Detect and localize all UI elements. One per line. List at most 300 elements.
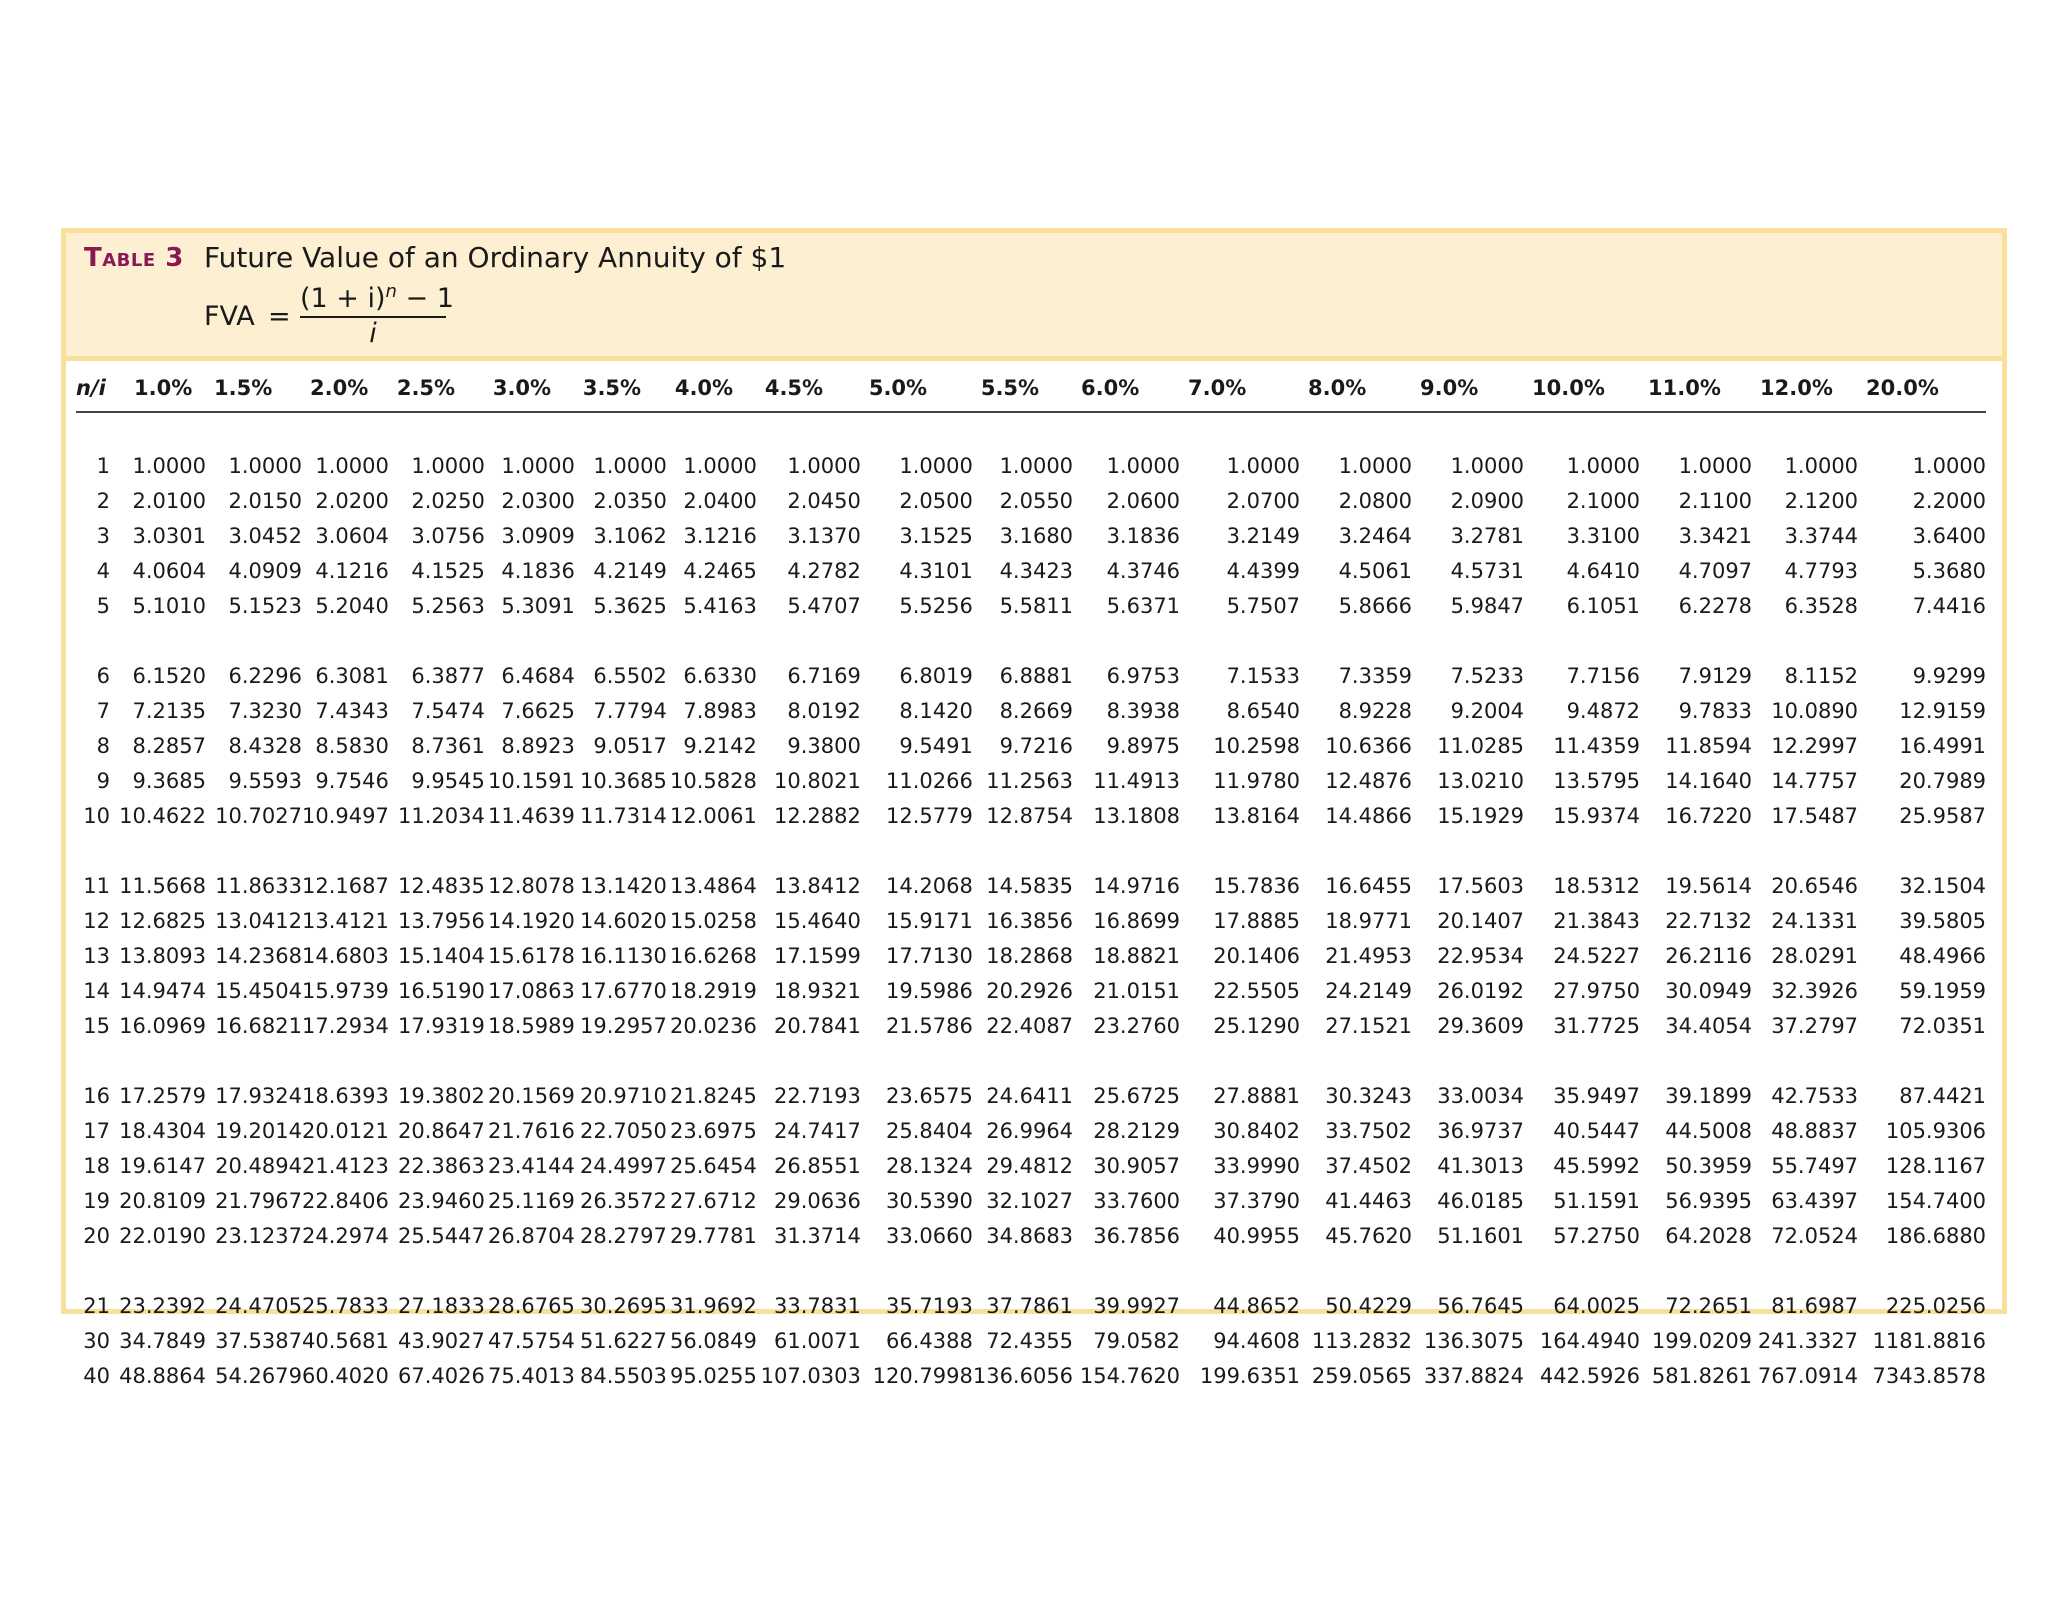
value-cell: 40.9955 [1213, 1223, 1301, 1248]
value-cell: 259.0565 [1311, 1363, 1413, 1388]
value-cell: 1.0000 [899, 453, 973, 478]
value-cell: 5.1010 [132, 593, 206, 618]
value-cell: 5.7507 [1226, 593, 1301, 618]
value-cell: 29.3609 [1437, 1013, 1525, 1038]
value-cell: 3.0452 [228, 523, 302, 548]
value-cell: 3.3421 [1678, 523, 1753, 548]
table-frame [61, 228, 2007, 1388]
value-cell: 67.4026 [398, 1363, 485, 1388]
value-cell: 8.4328 [228, 733, 302, 758]
value-cell: 2.0700 [1226, 488, 1301, 513]
table-row [76, 728, 1986, 763]
value-cell: 1.0000 [1106, 453, 1181, 478]
value-cell: 14.6803 [302, 943, 389, 968]
value-cell: 3.2149 [1226, 523, 1301, 548]
value-cell: 25.5447 [398, 1223, 485, 1248]
value-cell: 6.2296 [228, 663, 302, 688]
value-cell: 6.9753 [1106, 663, 1181, 688]
value-cell: 22.0190 [119, 1223, 206, 1248]
table-row [76, 1288, 1986, 1323]
value-cell: 50.3959 [1665, 1153, 1753, 1178]
value-cell: 41.3013 [1437, 1153, 1525, 1178]
value-cell: 5.3091 [501, 593, 575, 618]
value-cell: 27.1521 [1325, 1013, 1413, 1038]
table-row [76, 448, 1986, 483]
value-cell: 14.7757 [1771, 768, 1859, 793]
value-cell: 10.0890 [1771, 698, 1859, 723]
value-cell: 10.5828 [670, 768, 757, 793]
header-row [76, 365, 1986, 412]
value-cell: 7.8983 [683, 698, 757, 723]
value-cell: 28.2129 [1093, 1118, 1181, 1143]
value-cell: 22.9534 [1437, 943, 1525, 968]
value-cell: 81.6987 [1771, 1293, 1859, 1318]
value-cell: 34.8683 [986, 1223, 1074, 1248]
value-cell: 1.0000 [228, 453, 302, 478]
value-cell: 24.4997 [580, 1153, 667, 1178]
value-cell: 13.7956 [398, 908, 485, 933]
value-cell: 7.7794 [593, 698, 667, 723]
value-cell: 21.4953 [1325, 943, 1413, 968]
value-cell: 11.8633 [215, 873, 302, 898]
value-cell: 20.4894 [215, 1153, 302, 1178]
period-cell: 3 [96, 523, 110, 548]
rate-header: 11.0% [1640, 365, 1752, 412]
value-cell: 16.7220 [1665, 803, 1753, 828]
value-cell: 28.2797 [580, 1223, 667, 1248]
value-cell: 9.9545 [411, 768, 485, 793]
value-cell: 21.7967 [215, 1188, 302, 1213]
value-cell: 8.2857 [132, 733, 206, 758]
period-cell: 8 [96, 733, 110, 758]
value-cell: 17.2934 [302, 1013, 389, 1038]
value-cell: 8.6540 [1226, 698, 1301, 723]
value-cell: 8.3938 [1106, 698, 1181, 723]
value-cell: 13.4121 [302, 908, 389, 933]
value-cell: 24.6411 [986, 1083, 1074, 1108]
value-cell: 37.3790 [1213, 1188, 1301, 1213]
value-cell: 11.4359 [1553, 733, 1641, 758]
formula-equals: = [268, 301, 291, 332]
value-cell: 5.8666 [1338, 593, 1413, 618]
value-cell: 32.1027 [986, 1188, 1074, 1213]
value-cell: 11.2034 [398, 803, 485, 828]
rate-header: 1.0% [116, 365, 206, 412]
value-cell: 17.2579 [119, 1083, 206, 1108]
value-cell: 26.0192 [1437, 978, 1525, 1003]
value-cell: 120.7998 [872, 1363, 973, 1388]
value-cell: 79.0582 [1093, 1328, 1181, 1353]
value-cell: 15.9739 [302, 978, 389, 1003]
value-cell: 14.9716 [1093, 873, 1181, 898]
value-cell: 20.7989 [1899, 768, 1987, 793]
value-cell: 16.6455 [1325, 873, 1413, 898]
value-cell: 30.8402 [1213, 1118, 1301, 1143]
value-cell: 25.7833 [302, 1293, 389, 1318]
value-cell: 1.0000 [1338, 453, 1413, 478]
value-cell: 19.6147 [119, 1153, 206, 1178]
value-cell: 39.9927 [1093, 1293, 1181, 1318]
value-cell: 2.0100 [132, 488, 206, 513]
value-cell: 16.3856 [986, 908, 1074, 933]
value-cell: 11.4639 [488, 803, 575, 828]
value-cell: 9.9299 [1912, 663, 1987, 688]
value-cell: 72.4355 [986, 1328, 1074, 1353]
value-cell: 15.6178 [488, 943, 575, 968]
value-cell: 30.3243 [1325, 1083, 1413, 1108]
value-cell: 87.4421 [1899, 1083, 1987, 1108]
value-cell: 9.7216 [999, 733, 1074, 758]
value-cell: 23.1237 [215, 1223, 302, 1248]
value-cell: 13.8093 [119, 943, 206, 968]
value-cell: 30.2695 [580, 1293, 667, 1318]
value-cell: 128.1167 [1885, 1153, 1987, 1178]
value-cell: 1.0000 [787, 453, 861, 478]
value-cell: 22.3863 [398, 1153, 485, 1178]
value-cell: 9.3800 [787, 733, 861, 758]
value-cell: 1.0000 [411, 453, 485, 478]
value-cell: 4.3101 [899, 558, 973, 583]
value-cell: 33.9990 [1213, 1153, 1301, 1178]
value-cell: 8.1420 [899, 698, 973, 723]
value-cell: 12.4835 [398, 873, 485, 898]
period-cell: 10 [83, 803, 110, 828]
value-cell: 11.5668 [119, 873, 206, 898]
value-cell: 19.5986 [886, 978, 973, 1003]
value-cell: 13.4864 [670, 873, 757, 898]
value-cell: 22.4087 [986, 1013, 1074, 1038]
period-cell: 9 [96, 768, 110, 793]
value-cell: 45.5992 [1553, 1153, 1641, 1178]
value-cell: 20.1406 [1213, 943, 1301, 968]
value-cell: 9.2142 [683, 733, 757, 758]
value-cell: 33.7831 [774, 1293, 861, 1318]
value-cell: 8.9228 [1338, 698, 1413, 723]
value-cell: 7.1533 [1226, 663, 1301, 688]
table-row [76, 1323, 1986, 1358]
value-cell: 11.2563 [986, 768, 1074, 793]
value-cell: 37.5387 [215, 1328, 302, 1353]
value-cell: 57.2750 [1553, 1223, 1641, 1248]
value-cell: 33.7600 [1093, 1188, 1181, 1213]
value-cell: 2.0450 [787, 488, 861, 513]
value-cell: 33.0660 [886, 1223, 973, 1248]
value-cell: 25.6725 [1093, 1083, 1181, 1108]
value-cell: 136.3075 [1423, 1328, 1525, 1353]
value-cell: 15.1929 [1437, 803, 1525, 828]
value-cell: 72.0351 [1899, 1013, 1987, 1038]
value-cell: 22.7132 [1665, 908, 1753, 933]
value-cell: 4.4399 [1226, 558, 1301, 583]
value-cell: 21.3843 [1553, 908, 1641, 933]
value-cell: 4.5061 [1338, 558, 1413, 583]
value-cell: 4.1525 [411, 558, 485, 583]
value-cell: 17.7130 [886, 943, 973, 968]
value-cell: 13.0412 [215, 908, 302, 933]
period-cell: 1 [96, 453, 110, 478]
value-cell: 1.0000 [501, 453, 575, 478]
value-cell: 51.1591 [1553, 1188, 1641, 1213]
value-cell: 64.2028 [1665, 1223, 1753, 1248]
table-row [76, 483, 1986, 518]
value-cell: 4.2149 [593, 558, 667, 583]
value-cell: 15.9374 [1553, 803, 1641, 828]
value-cell: 6.3081 [315, 663, 389, 688]
value-cell: 8.5830 [315, 733, 389, 758]
value-cell: 4.5731 [1450, 558, 1525, 583]
value-cell: 36.9737 [1437, 1118, 1525, 1143]
value-cell: 20.6546 [1771, 873, 1859, 898]
value-cell: 18.9321 [774, 978, 861, 1003]
value-cell: 5.2563 [411, 593, 485, 618]
value-cell: 1.0000 [593, 453, 667, 478]
value-cell: 72.2651 [1665, 1293, 1753, 1318]
value-cell: 10.1591 [488, 768, 575, 793]
value-cell: 5.1523 [228, 593, 302, 618]
rate-header: 2.5% [389, 365, 485, 412]
table-row [76, 1078, 1986, 1113]
value-cell: 6.8881 [999, 663, 1074, 688]
table-row [76, 1148, 1986, 1183]
value-cell: 17.9324 [215, 1083, 302, 1108]
value-cell: 2.0200 [315, 488, 389, 513]
value-cell: 11.9780 [1213, 768, 1301, 793]
value-cell: 21.0151 [1093, 978, 1181, 1003]
value-cell: 154.7620 [1079, 1363, 1181, 1388]
value-cell: 72.0524 [1771, 1223, 1859, 1248]
value-cell: 61.0071 [774, 1328, 861, 1353]
value-cell: 1.0000 [1566, 453, 1641, 478]
value-cell: 1.0000 [1784, 453, 1859, 478]
value-cell: 37.4502 [1325, 1153, 1413, 1178]
value-cell: 9.5491 [899, 733, 973, 758]
value-cell: 23.6575 [886, 1083, 973, 1108]
value-cell: 8.2669 [999, 698, 1074, 723]
value-cell: 12.1687 [302, 873, 389, 898]
value-cell: 26.8551 [774, 1153, 861, 1178]
value-cell: 20.2926 [986, 978, 1074, 1003]
rate-header: 4.5% [757, 365, 861, 412]
value-cell: 24.4705 [215, 1293, 302, 1318]
value-cell: 22.7193 [774, 1083, 861, 1108]
value-cell: 1.0000 [1678, 453, 1753, 478]
value-cell: 27.6712 [670, 1188, 757, 1213]
table-number: Table 3 [84, 243, 184, 273]
value-cell: 10.7027 [215, 803, 302, 828]
value-cell: 47.5754 [488, 1328, 575, 1353]
value-cell: 28.0291 [1771, 943, 1859, 968]
rate-header: 5.0% [861, 365, 973, 412]
group-spacer [76, 1043, 1986, 1078]
value-cell: 154.7400 [1885, 1188, 1987, 1213]
period-cell: 2 [96, 488, 110, 513]
value-cell: 14.6020 [580, 908, 667, 933]
value-cell: 3.2464 [1338, 523, 1413, 548]
value-cell: 16.5190 [398, 978, 485, 1003]
value-cell: 4.0604 [132, 558, 206, 583]
value-cell: 23.4144 [488, 1153, 575, 1178]
value-cell: 7.4416 [1912, 593, 1987, 618]
value-cell: 25.9587 [1899, 803, 1987, 828]
value-cell: 30.9057 [1093, 1153, 1181, 1178]
value-cell: 55.7497 [1771, 1153, 1859, 1178]
table-row [76, 798, 1986, 833]
value-cell: 22.8406 [302, 1188, 389, 1213]
value-cell: 113.2832 [1311, 1328, 1413, 1353]
value-cell: 17.8885 [1213, 908, 1301, 933]
value-cell: 7.5474 [411, 698, 485, 723]
value-cell: 14.1920 [488, 908, 575, 933]
value-cell: 9.5593 [228, 768, 302, 793]
value-cell: 16.0969 [119, 1013, 206, 1038]
value-cell: 29.4812 [986, 1153, 1074, 1178]
value-cell: 34.4054 [1665, 1013, 1753, 1038]
value-cell: 27.9750 [1553, 978, 1641, 1003]
value-cell: 20.1569 [488, 1083, 575, 1108]
value-cell: 64.0025 [1553, 1293, 1641, 1318]
table-row [76, 553, 1986, 588]
period-cell: 14 [83, 978, 110, 1003]
value-cell: 17.5487 [1771, 803, 1859, 828]
value-cell: 9.8975 [1106, 733, 1181, 758]
value-cell: 3.1680 [999, 523, 1074, 548]
value-cell: 581.8261 [1651, 1363, 1753, 1388]
period-cell: 13 [83, 943, 110, 968]
table-row [76, 518, 1986, 553]
value-cell: 7.9129 [1678, 663, 1753, 688]
table-row [76, 973, 1986, 1008]
value-cell: 199.0209 [1651, 1328, 1753, 1353]
value-cell: 35.9497 [1553, 1083, 1641, 1108]
value-cell: 50.4229 [1325, 1293, 1413, 1318]
value-cell: 29.0636 [774, 1188, 861, 1213]
value-cell: 29.7781 [670, 1223, 757, 1248]
value-cell: 4.3423 [999, 558, 1074, 583]
value-cell: 5.3680 [1912, 558, 1987, 583]
value-cell: 32.3926 [1771, 978, 1859, 1003]
value-cell: 16.1130 [580, 943, 667, 968]
value-cell: 3.6400 [1912, 523, 1987, 548]
value-cell: 2.0500 [899, 488, 973, 513]
value-cell: 17.9319 [398, 1013, 485, 1038]
value-cell: 6.2278 [1678, 593, 1753, 618]
value-cell: 51.1601 [1437, 1223, 1525, 1248]
value-cell: 13.1420 [580, 873, 667, 898]
value-cell: 23.2392 [119, 1293, 206, 1318]
value-cell: 11.4913 [1093, 768, 1181, 793]
rate-header: 9.0% [1412, 365, 1524, 412]
value-cell: 9.7546 [315, 768, 389, 793]
value-cell: 63.4397 [1771, 1188, 1859, 1213]
period-cell: 18 [83, 1153, 110, 1178]
value-cell: 6.4684 [501, 663, 575, 688]
value-cell: 2.0900 [1450, 488, 1525, 513]
value-cell: 3.1525 [899, 523, 973, 548]
value-cell: 39.1899 [1665, 1083, 1753, 1108]
value-cell: 15.7836 [1213, 873, 1301, 898]
formula-denominator: i [369, 318, 377, 349]
value-cell: 17.5603 [1437, 873, 1525, 898]
value-cell: 4.2782 [787, 558, 861, 583]
value-cell: 42.7533 [1771, 1083, 1859, 1108]
value-cell: 7.2135 [132, 698, 206, 723]
value-cell: 24.7417 [774, 1118, 861, 1143]
value-cell: 9.7833 [1678, 698, 1753, 723]
value-cell: 1181.8816 [1872, 1328, 1987, 1353]
value-cell: 12.8754 [986, 803, 1074, 828]
period-cell: 4 [96, 558, 110, 583]
value-cell: 2.0600 [1106, 488, 1181, 513]
table-banner [66, 233, 2002, 361]
period-cell: 16 [83, 1083, 110, 1108]
value-cell: 14.4866 [1325, 803, 1413, 828]
rate-header: 7.0% [1180, 365, 1300, 412]
period-cell: 15 [83, 1013, 110, 1038]
value-cell: 14.1640 [1665, 768, 1753, 793]
value-cell: 31.9692 [670, 1293, 757, 1318]
value-cell: 12.0061 [670, 803, 757, 828]
value-cell: 40.5681 [302, 1328, 389, 1353]
value-cell: 5.3625 [593, 593, 667, 618]
period-cell: 17 [83, 1118, 110, 1143]
value-cell: 5.4707 [787, 593, 861, 618]
value-cell: 14.5835 [986, 873, 1074, 898]
value-cell: 13.0210 [1437, 768, 1525, 793]
value-cell: 767.0914 [1757, 1363, 1859, 1388]
table-row [76, 658, 1986, 693]
table-row [76, 1358, 1986, 1393]
value-cell: 1.0000 [1912, 453, 1987, 478]
value-cell: 13.8164 [1213, 803, 1301, 828]
value-cell: 17.6770 [580, 978, 667, 1003]
value-cell: 11.7314 [580, 803, 667, 828]
value-cell: 3.0756 [411, 523, 485, 548]
value-cell: 94.4608 [1213, 1328, 1301, 1353]
value-cell: 7343.8578 [1872, 1363, 1987, 1388]
value-cell: 26.2116 [1665, 943, 1753, 968]
value-cell: 3.0909 [501, 523, 575, 548]
value-cell: 32.1504 [1899, 873, 1987, 898]
value-cell: 1.0000 [1226, 453, 1301, 478]
value-cell: 20.8647 [398, 1118, 485, 1143]
value-cell: 18.5989 [488, 1013, 575, 1038]
value-cell: 23.2760 [1093, 1013, 1181, 1038]
value-cell: 6.6330 [683, 663, 757, 688]
value-cell: 442.5926 [1539, 1363, 1641, 1388]
table-row [76, 1183, 1986, 1218]
value-cell: 7.3359 [1338, 663, 1413, 688]
rate-header: 20.0% [1858, 365, 1986, 412]
value-cell: 8.7361 [411, 733, 485, 758]
value-cell: 3.1062 [593, 523, 667, 548]
value-cell: 164.4940 [1539, 1328, 1641, 1353]
value-cell: 2.0350 [593, 488, 667, 513]
value-cell: 24.2149 [1325, 978, 1413, 1003]
value-cell: 37.2797 [1771, 1013, 1859, 1038]
value-cell: 14.2068 [886, 873, 973, 898]
value-cell: 21.4123 [302, 1153, 389, 1178]
value-cell: 13.5795 [1553, 768, 1641, 793]
value-cell: 107.0303 [760, 1363, 861, 1388]
value-cell: 28.1324 [886, 1153, 973, 1178]
value-cell: 2.1200 [1784, 488, 1859, 513]
value-cell: 15.9171 [886, 908, 973, 933]
value-cell: 23.6975 [670, 1118, 757, 1143]
value-cell: 2.1100 [1678, 488, 1753, 513]
value-cell: 18.4304 [119, 1118, 206, 1143]
value-cell: 48.8864 [119, 1363, 206, 1388]
value-cell: 17.1599 [774, 943, 861, 968]
